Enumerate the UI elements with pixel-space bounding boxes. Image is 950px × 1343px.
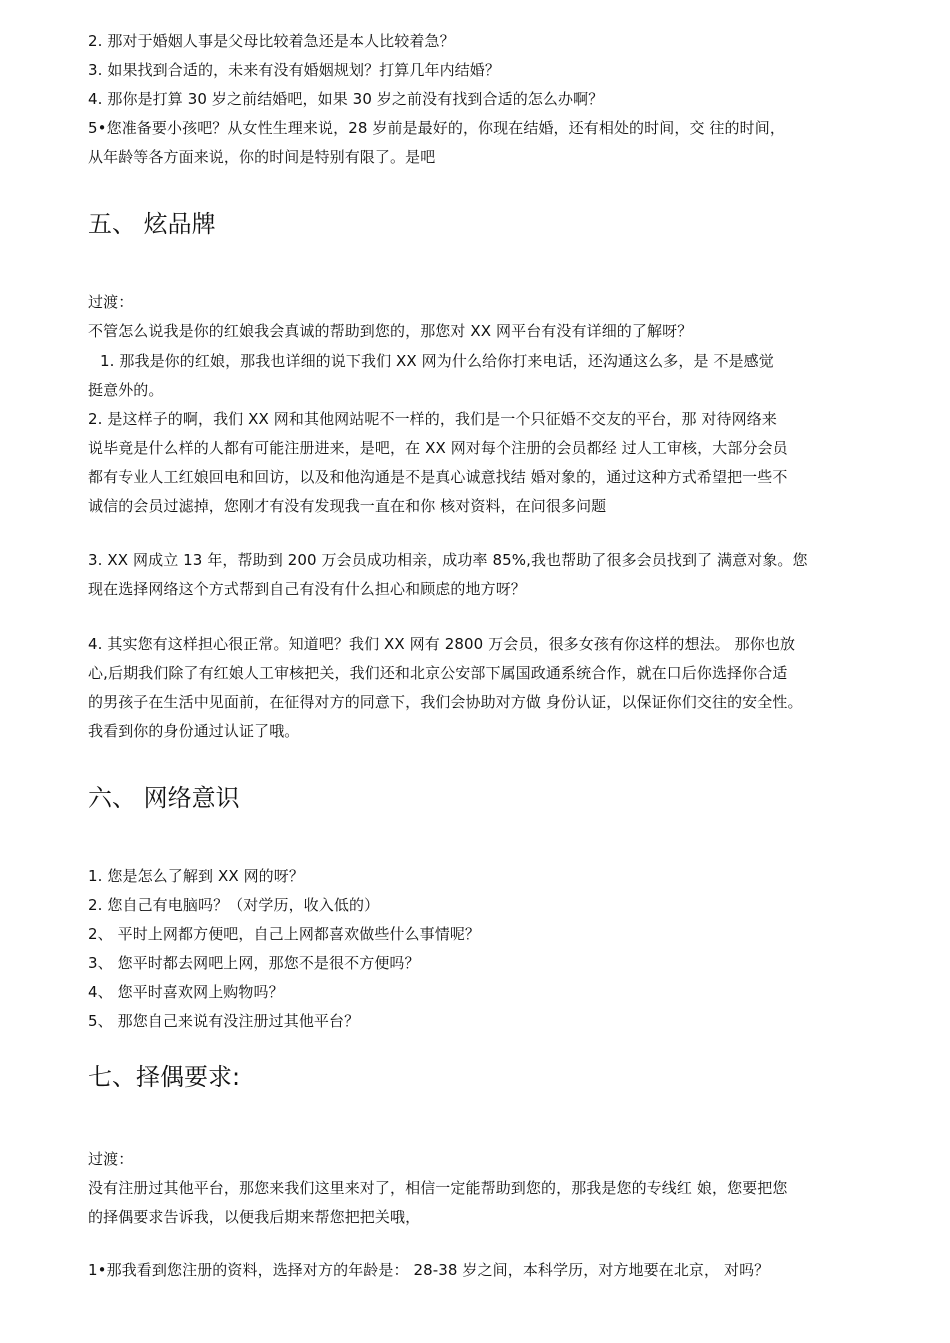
paragraph-line: 说毕竟是什么样的人都有可能注册进来，是吧，在 XX 网对每个注册的会员都经 过人工审核，大部分会员	[88, 439, 788, 457]
question-line: 3. 如果找到合适的，未来有没有婚姻规划？打算几年内结婚？	[88, 61, 500, 79]
paragraph-line: 我看到你的身份通过认证了哦。	[88, 722, 300, 740]
paragraph-line: 的择偶要求告诉我，以便我后期来帮您把把关哦，	[88, 1208, 421, 1226]
paragraph-line: 都有专业人工红娘回电和回访，以及和他沟通是不是真心诚意找结 婚对象的，通过这种方式希望把一些不	[88, 468, 788, 486]
section-heading-network: 六、 网络意识	[88, 784, 240, 812]
transition-label: 过渡：	[88, 1150, 134, 1168]
question-line: 从年龄等各方面来说，你的时间是特别有限了。是吧	[88, 148, 436, 166]
paragraph-line: 的男孩子在生活中见面前，在征得对方的同意下，我们会协助对方做 身份认证，以保证你们交往的安全性。	[88, 693, 803, 711]
section-heading-brand: 五、 炫品牌	[88, 210, 216, 238]
list-item: 1. 您是怎么了解到 XX 网的呀？	[88, 867, 304, 885]
paragraph-line: 3. XX 网成立 13 年，帮助到 200 万会员成功相亲，成功率 85%,我也帮助了很多会员找到了 满意对象。您	[88, 551, 808, 569]
question-line: 2. 那对于婚姻人事是父母比较着急还是本人比较着急？	[88, 32, 455, 50]
paragraph-line: 诚信的会员过滤掉，您刚才有没有发现我一直在和你 核对资料，在问很多问题	[88, 497, 607, 515]
section-heading-mate-requirements: 七、择偶要求:	[88, 1063, 241, 1091]
question-line: 5•您准备要小孩吧？从女性生理来说，28 岁前是最好的，你现在结婚，还有相处的时间，交 往的时间，	[88, 119, 785, 137]
paragraph-line: 1•那我看到您注册的资料，选择对方的年龄是： 28-38 岁之间，本科学历，对方地要在北京， 对吗？	[88, 1261, 770, 1279]
paragraph-line: 挺意外的。	[88, 381, 164, 399]
paragraph-line: 1. 那我是你的红娘，那我也详细的说下我们 XX 网为什么给你打来电话，还沟通这么多，是 不是感觉	[100, 352, 774, 370]
list-item: 3、 您平时都去网吧上网，那您不是很不方便吗？	[88, 954, 420, 972]
paragraph-line: 现在选择网络这个方式帮到自己有没有什么担心和顾虑的地方呀？	[88, 580, 526, 598]
transition-label: 过渡：	[88, 293, 134, 311]
paragraph-line: 没有注册过其他平台，那您来我们这里来对了，相信一定能帮助到您的，那我是您的专线红 娘，您要把您	[88, 1179, 788, 1197]
list-item: 5、 那您自己来说有没注册过其他平台？	[88, 1012, 360, 1030]
paragraph-line: 不管怎么说我是你的红娘我会真诚的帮助到您的，那您对 XX 网平台有没有详细的了解呀？	[88, 322, 693, 340]
paragraph-line: 4. 其实您有这样担心很正常。知道吧？我们 XX 网有 2800 万会员，很多女孩有你这样的想法。 那你也放	[88, 635, 796, 653]
question-line: 4. 那你是打算 30 岁之前结婚吧，如果 30 岁之前没有找到合适的怎么办啊？	[88, 90, 604, 108]
list-item: 2. 您自己有电脑吗？（对学历，收入低的）	[88, 896, 380, 914]
paragraph-line: 心,后期我们除了有红娘人工审核把关，我们还和北京公安部下属国政通系统合作，就在口后你选择你合适	[88, 664, 788, 682]
list-item: 4、 您平时喜欢网上购物吗？	[88, 983, 284, 1001]
list-item: 2、 平时上网都方便吧，自己上网都喜欢做些什么事情呢？	[88, 925, 481, 943]
paragraph-line: 2. 是这样子的啊，我们 XX 网和其他网站呢不一样的，我们是一个只征婚不交友的平台，那 对待网络来	[88, 410, 777, 428]
